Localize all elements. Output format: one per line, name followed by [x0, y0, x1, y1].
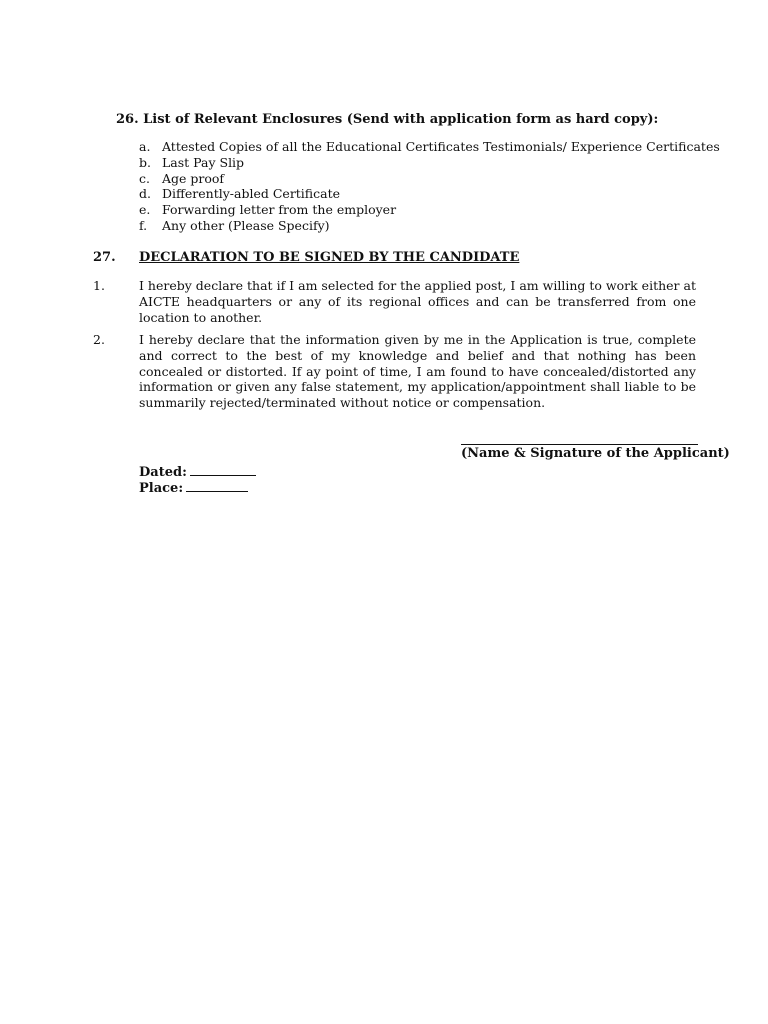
enclosure-text: Attested Copies of all the Educational Certificates Testimonials/ Experience Certificates [162, 139, 720, 154]
enclosure-letter: f. [139, 217, 148, 233]
section-27-number: 27. [93, 250, 116, 265]
declaration-text: I hereby declare that the information given by me in the Application is true, complete and correct to the best of my knowledge and belief and that nothing has been concealed or distorted. If ay point of time, I am found to have concealed/distorted any information or given any false statement, my application/appointment shall liable to be summarily rejected/terminated without notice or compensation. [139, 332, 696, 411]
declaration-number: 1. [93, 278, 105, 293]
section-27-title: DECLARATION TO BE SIGNED BY THE CANDIDATE [139, 250, 520, 265]
enclosure-item [139, 202, 720, 218]
enclosure-item [139, 186, 720, 202]
enclosure-letter: c. [139, 170, 150, 186]
enclosure-item [139, 139, 720, 155]
signature-label: (Name & Signature of the Applicant) [461, 446, 730, 461]
enclosure-text: Age proof [162, 170, 225, 186]
section-26-title: 26. List of Relevant Enclosures (Send with application form as hard copy): [116, 112, 659, 127]
enclosure-letter: e. [139, 202, 151, 218]
declaration-item [93, 278, 696, 325]
enclosure-letter: b. [139, 154, 151, 170]
signature-line [461, 444, 698, 445]
place-blank-line [186, 479, 248, 492]
place-label: Place: [139, 481, 184, 496]
enclosure-item [139, 171, 720, 187]
enclosure-item [139, 155, 720, 171]
dated-label: Dated: [139, 465, 187, 480]
enclosure-text: Last Pay Slip [162, 154, 245, 170]
enclosures-list [139, 139, 720, 234]
enclosure-letter: d. [139, 186, 151, 202]
place-field [139, 479, 248, 497]
declaration-number: 2. [93, 332, 105, 347]
enclosure-text: Forwarding letter from the employer [162, 202, 397, 218]
enclosure-item [139, 218, 720, 234]
enclosure-letter: a. [139, 139, 151, 154]
declaration-text: I hereby declare that if I am selected for the applied post, I am willing to work either at AICTE headquarters or any of its regional offices and can be transferred from one location to another. [139, 278, 696, 325]
dated-blank-line [190, 463, 256, 476]
enclosure-text: Any other (Please Specify) [162, 217, 330, 233]
declaration-item [93, 332, 696, 411]
enclosure-text: Differently-abled Certificate [162, 186, 341, 202]
